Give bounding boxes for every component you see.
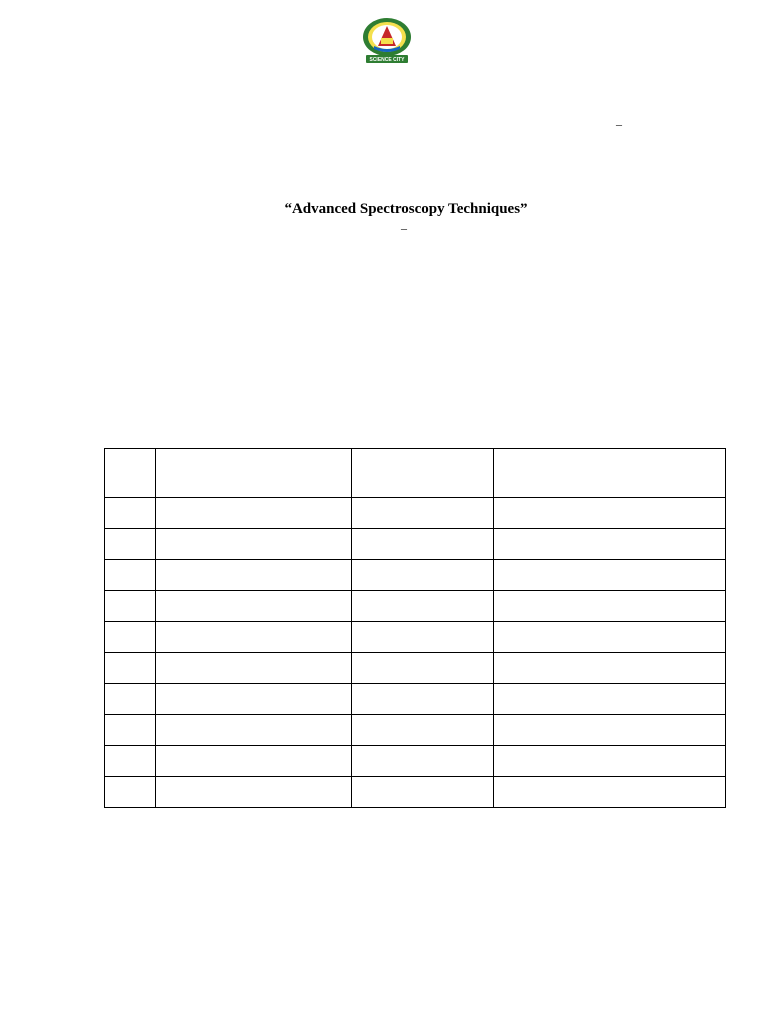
table-cell [352,653,494,684]
table-cell [156,777,352,808]
header-cell [105,449,156,498]
table-cell [352,715,494,746]
table-row [105,653,726,684]
table-cell [494,746,726,777]
table-cell [352,529,494,560]
table-cell [494,591,726,622]
register-table [104,448,726,808]
table-cell [352,746,494,777]
table-cell [494,653,726,684]
header-cell [352,449,494,498]
table-cell [352,622,494,653]
table-cell [105,622,156,653]
table-cell [352,777,494,808]
table-cell [156,653,352,684]
table-cell [494,498,726,529]
table-cell [352,560,494,591]
science-city-logo [360,16,414,66]
table-cell [156,529,352,560]
table-cell [494,622,726,653]
table-cell [105,684,156,715]
table-cell [156,684,352,715]
table-cell [352,498,494,529]
table-cell [494,777,726,808]
table-cell [352,591,494,622]
svg-text:SCIENCE CITY: SCIENCE CITY [369,57,405,63]
table-cell [105,560,156,591]
table-cell [156,622,352,653]
header-dash: – [616,117,622,131]
table-row [105,715,726,746]
table-header-row [105,449,726,498]
table-cell [105,591,156,622]
table-cell [105,529,156,560]
science-city-emblem-icon [360,16,414,66]
table-row [105,622,726,653]
table-row [105,777,726,808]
header-cell [494,449,726,498]
table-cell [105,746,156,777]
event-title: “Advanced Spectroscopy Techniques” [284,201,528,217]
table-row [105,529,726,560]
table-cell [156,746,352,777]
table-row [105,684,726,715]
table-row [105,498,726,529]
table-cell [105,498,156,529]
table-cell [494,715,726,746]
title-dash: – [401,221,407,235]
table-cell [494,529,726,560]
table-cell [156,498,352,529]
table-cell [105,777,156,808]
table-cell [494,560,726,591]
table-cell [156,560,352,591]
table-cell [105,715,156,746]
table-cell [156,715,352,746]
table-cell [105,653,156,684]
table-cell [352,684,494,715]
table-row [105,560,726,591]
table-cell [156,591,352,622]
table-row [105,746,726,777]
table-cell [494,684,726,715]
header-cell [156,449,352,498]
table-row [105,591,726,622]
